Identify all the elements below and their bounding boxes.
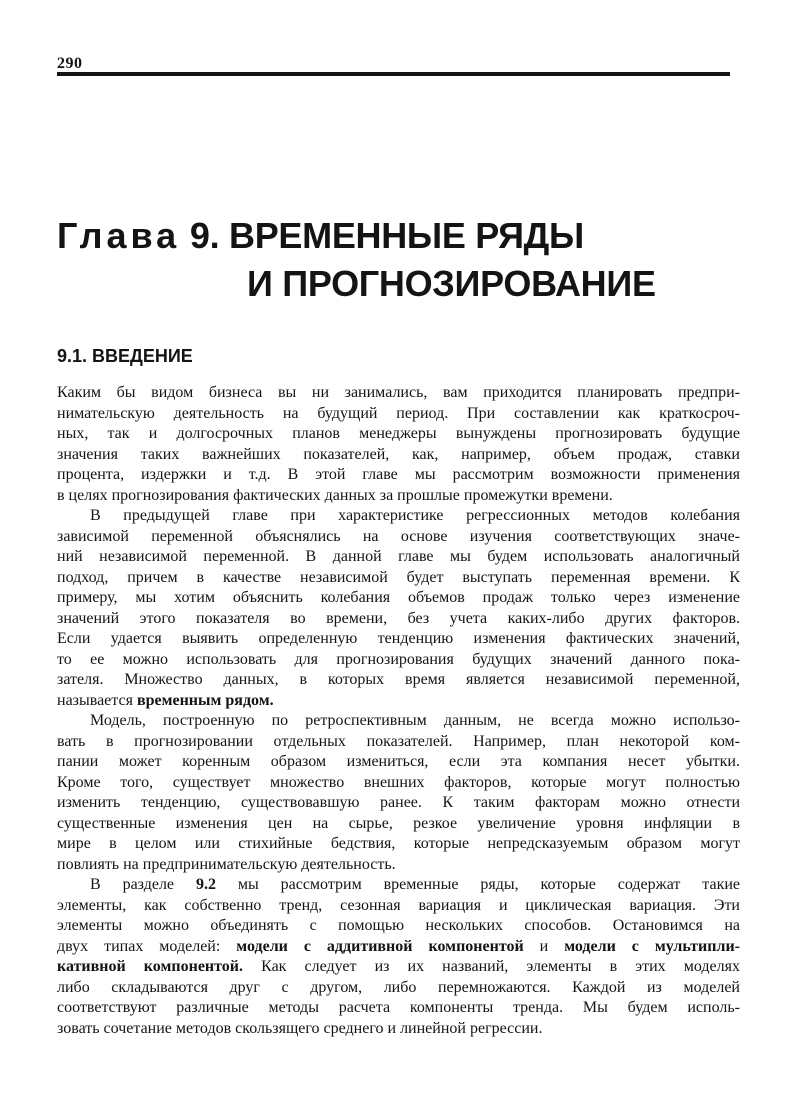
text-line: повлиять на предпринимательскую деятельность. <box>57 855 396 873</box>
paragraph-3 <box>57 711 740 875</box>
text-line: элементы можно объединять с помощью нескольких способов. Остановимся на <box>57 917 740 934</box>
text-line: ных, так и долгосрочных планов менеджеры вынуждены прогнозировать будущие <box>57 425 740 442</box>
term-multiplicative-model-part1: модели с мультипли- <box>564 937 740 955</box>
text-line: либо складываются друг с другом, либо перемножаются. Каждой из моделей <box>57 978 740 996</box>
text-line: примеру, мы хотим объяснить колебания объемов продаж только через изменение <box>57 589 740 606</box>
text-span: В разделе <box>90 876 175 893</box>
paragraph-2 <box>57 506 740 711</box>
chapter-title-line-1 <box>57 212 737 260</box>
section-reference: 9.2 <box>195 876 216 893</box>
text-line: зависимой переменной объяснялись на основе изучения соответствующих значе- <box>57 527 740 545</box>
term-time-series: временным рядом. <box>136 691 274 709</box>
chapter-title <box>57 212 737 308</box>
text-line: зателя. Множество данных, в которых время является независимой переменной, <box>57 671 740 688</box>
chapter-title-line-2: И ПРОГНОЗИРОВАНИЕ <box>247 263 656 304</box>
text-line: процента, издержки и т.д. В этой главе мы рассмотрим возможности применения <box>57 466 740 483</box>
text-line: мире в целом или стихийные бедствия, которые непредсказуемым образом могут <box>57 835 740 852</box>
header-rule <box>57 72 730 76</box>
text-line: Кроме того, существует множество внешних факторов, которые могут полностью <box>57 773 740 791</box>
text-line: значения таких важнейших показателей, как, например, объем продаж, ставки <box>57 445 740 463</box>
term-lead-in: называется <box>57 691 133 709</box>
text-line: нимательскую деятельность на будущий период. При составлении как краткосроч- <box>57 404 740 422</box>
text-span: двух типах моделей: <box>57 937 221 955</box>
text-line: существенные изменения цен на сырье, резкое увеличение уровня инфляции в <box>57 814 740 832</box>
text-span: Как следует из их названий, элементы в этих моделях <box>261 958 740 975</box>
text-line <box>57 875 740 896</box>
text-span: и <box>539 937 549 955</box>
text-span: мы рассмотрим временные ряды, которые содержат такие <box>237 876 740 893</box>
text-line: Модель, построенную по ретроспективным данным, не всегда можно использо- <box>90 712 740 729</box>
text-line <box>57 957 740 978</box>
section-heading: 9.1. ВВЕДЕНИЕ <box>57 346 193 366</box>
text-line: пании может коренным образом измениться, если эта компания несет убытки. <box>57 753 740 770</box>
paragraph-1 <box>57 383 740 506</box>
text-line: зовать сочетание методов скользящего среднего и линейной регрессии. <box>57 1019 543 1037</box>
text-line: Если удается выявить определенную тенденцию изменения фактических значений, <box>57 630 740 647</box>
text-line: изменить тенденцию, существовавшую ранее. К таким факторам можно отнести <box>57 794 740 811</box>
body-text <box>57 383 740 1039</box>
text-line <box>57 937 740 958</box>
text-line: элементы, как собственно тренд, сезонная вариация и циклическая вариация. Эти <box>57 896 740 914</box>
term-multiplicative-model-part2: кативной компонентой. <box>57 958 244 975</box>
text-line: в целях прогнозирования фактических данных за прошлые промежутки времени. <box>57 486 613 504</box>
text-line: Каким бы видом бизнеса вы ни занимались, вам приходится планировать предпри- <box>57 384 740 401</box>
chapter-label: Глава <box>57 215 181 256</box>
text-line: то ее можно использовать для прогнозирования будущих значений данного пока- <box>57 650 740 668</box>
text-line: значений этого показателя во времени, без учета каких-либо других факторов. <box>57 609 740 627</box>
text-line: вать в прогнозировании отдельных показателей. Например, план некоторой ком- <box>57 732 740 750</box>
chapter-number-title: 9. ВРЕМЕННЫЕ РЯДЫ <box>189 215 584 256</box>
text-line: соответствуют различные методы расчета компоненты тренда. Мы будем исполь- <box>57 999 740 1016</box>
page-number: 290 <box>57 55 83 72</box>
paragraph-4 <box>57 875 740 1039</box>
text-line: В предыдущей главе при характеристике регрессионных методов колебания <box>90 507 740 524</box>
text-line: подход, причем в качестве независимой будет выступать переменная времени. К <box>57 568 740 586</box>
text-line: ний независимой переменной. В данной главе мы будем использовать аналогичный <box>57 548 740 565</box>
term-additive-model: модели с аддитивной компонентой <box>236 937 524 955</box>
text-line <box>57 691 740 712</box>
